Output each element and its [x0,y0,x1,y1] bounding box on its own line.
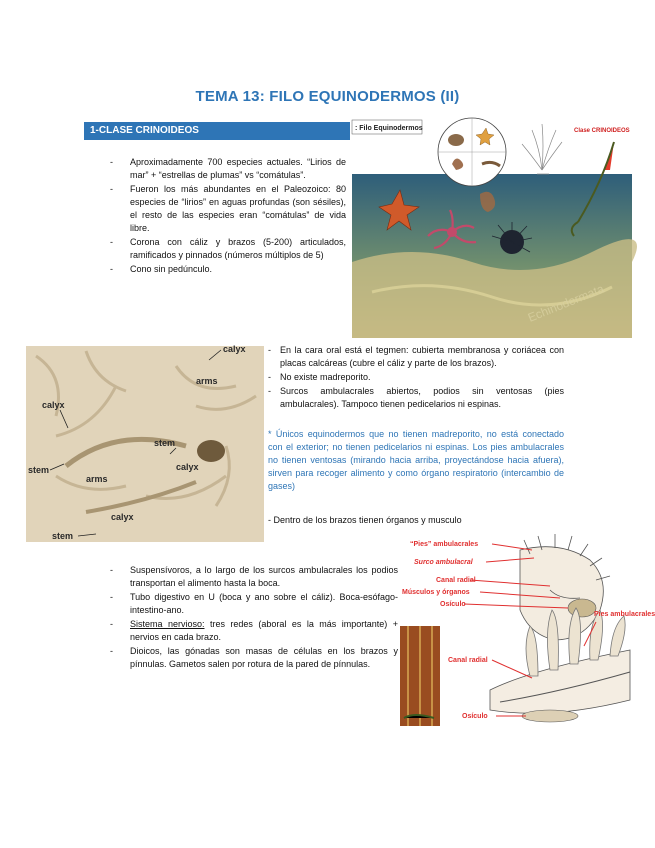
fossil-label: arms [86,474,108,484]
fossil-label: calyx [42,400,65,410]
list-item: - Aproximadamente 700 especies actuales. “Lirios de mar” + “estrellas de plumas” vs “comátulas”. [110,156,346,182]
list-item: - No existe madreporito. [268,371,564,384]
list-item: - Suspensívoros, a lo largo de los surcos ambulacrales los podios transportan el alimento hasta la boca. [110,564,398,590]
list-item: - Sistema nervioso: tres redes (aboral es la más importante) + nervios en cada brazo. [110,618,398,644]
diagram-label: Músculos y órganos [402,589,470,596]
list-item: - Fueron los más abundantes en el Paleozoico: 80 especies de “lirios” en aguas profundas (son sésiles), el resto de las especies eran “comátulas” de vida libre. [110,183,346,235]
list-item: - Surcos ambulacrales abiertos, podios sin ventosas (pies ambulacrales). Tampoco tienen pedicelarios ni espinas. [268,385,564,411]
crinoid-fossil-photo [26,346,264,542]
class-label: Clase CRINOIDEOS [574,128,630,134]
oral-note: * Únicos equinodermos que no tienen madreporito, no está conectado con el exterior; no tienen pedicelarios ni espinas. Los pies ambulacrales no tienen ventosas (mirando hacia arriba, proyectándose hacia afuera), sirven para recoger alimento y como órgano respiratorio (intercambio de gases) [268,429,564,491]
diagram-label: Osículo [440,601,466,608]
section-heading: 1-CLASE CRINOIDEOS [84,122,350,140]
section2-bullets [110,564,398,672]
fossil-label: stem [28,465,50,475]
arm-anatomy-diagram [400,530,655,740]
diagram-label: Canal radial [436,577,476,584]
crinoid-illustration [352,112,632,338]
section1-bullets [110,156,346,277]
fossil-label: calyx [223,344,246,354]
diagram-label: Osículo [462,713,488,720]
list-item: - Dioicos, las gónadas son masas de células en los brazos y pínnulas. Gametos salen por rotura de la pared de pínnulas. [110,645,398,671]
diagram-label: Pies ambulacrales [594,611,655,618]
oral-bullets [268,344,564,412]
list-item: - Tubo digestivo en U (boca y ano sobre el cáliz). Boca-esófago-intestino-ano. [110,591,398,617]
list-item: - En la cara oral está el tegmen: cubierta membranosa y coriácea con placas calcáreas (cubre el cáliz y parte de los brazos). [268,344,564,370]
nervous-system-lead: Sistema nervioso: [130,619,205,629]
list-item: - Corona con cáliz y brazos (5-200) articulados, ramificados y pinnados (números múltiplos de 5) [110,236,346,262]
page-title: TEMA 13: FILO EQUINODERMOS (II) [195,88,460,105]
fossil-label: calyx [111,512,134,522]
diagram-label: Surco ambulacral [414,559,473,566]
fossil-label: stem [154,438,176,448]
fossil-label: calyx [176,462,199,472]
diagram-label: “Pies” ambulacrales [410,541,479,548]
figure-watermark: Echinodermata [525,281,606,325]
fossil-label: stem [52,531,74,541]
figure-header-label: : Filo Equinodermos [355,125,423,132]
list-item: - Cono sin pedúnculo. [110,263,346,276]
diagram-label: Canal radial [448,657,488,664]
fossil-label: arms [196,376,218,386]
oral-last-line: - Dentro de los brazos tienen órganos y musculo [268,515,462,525]
